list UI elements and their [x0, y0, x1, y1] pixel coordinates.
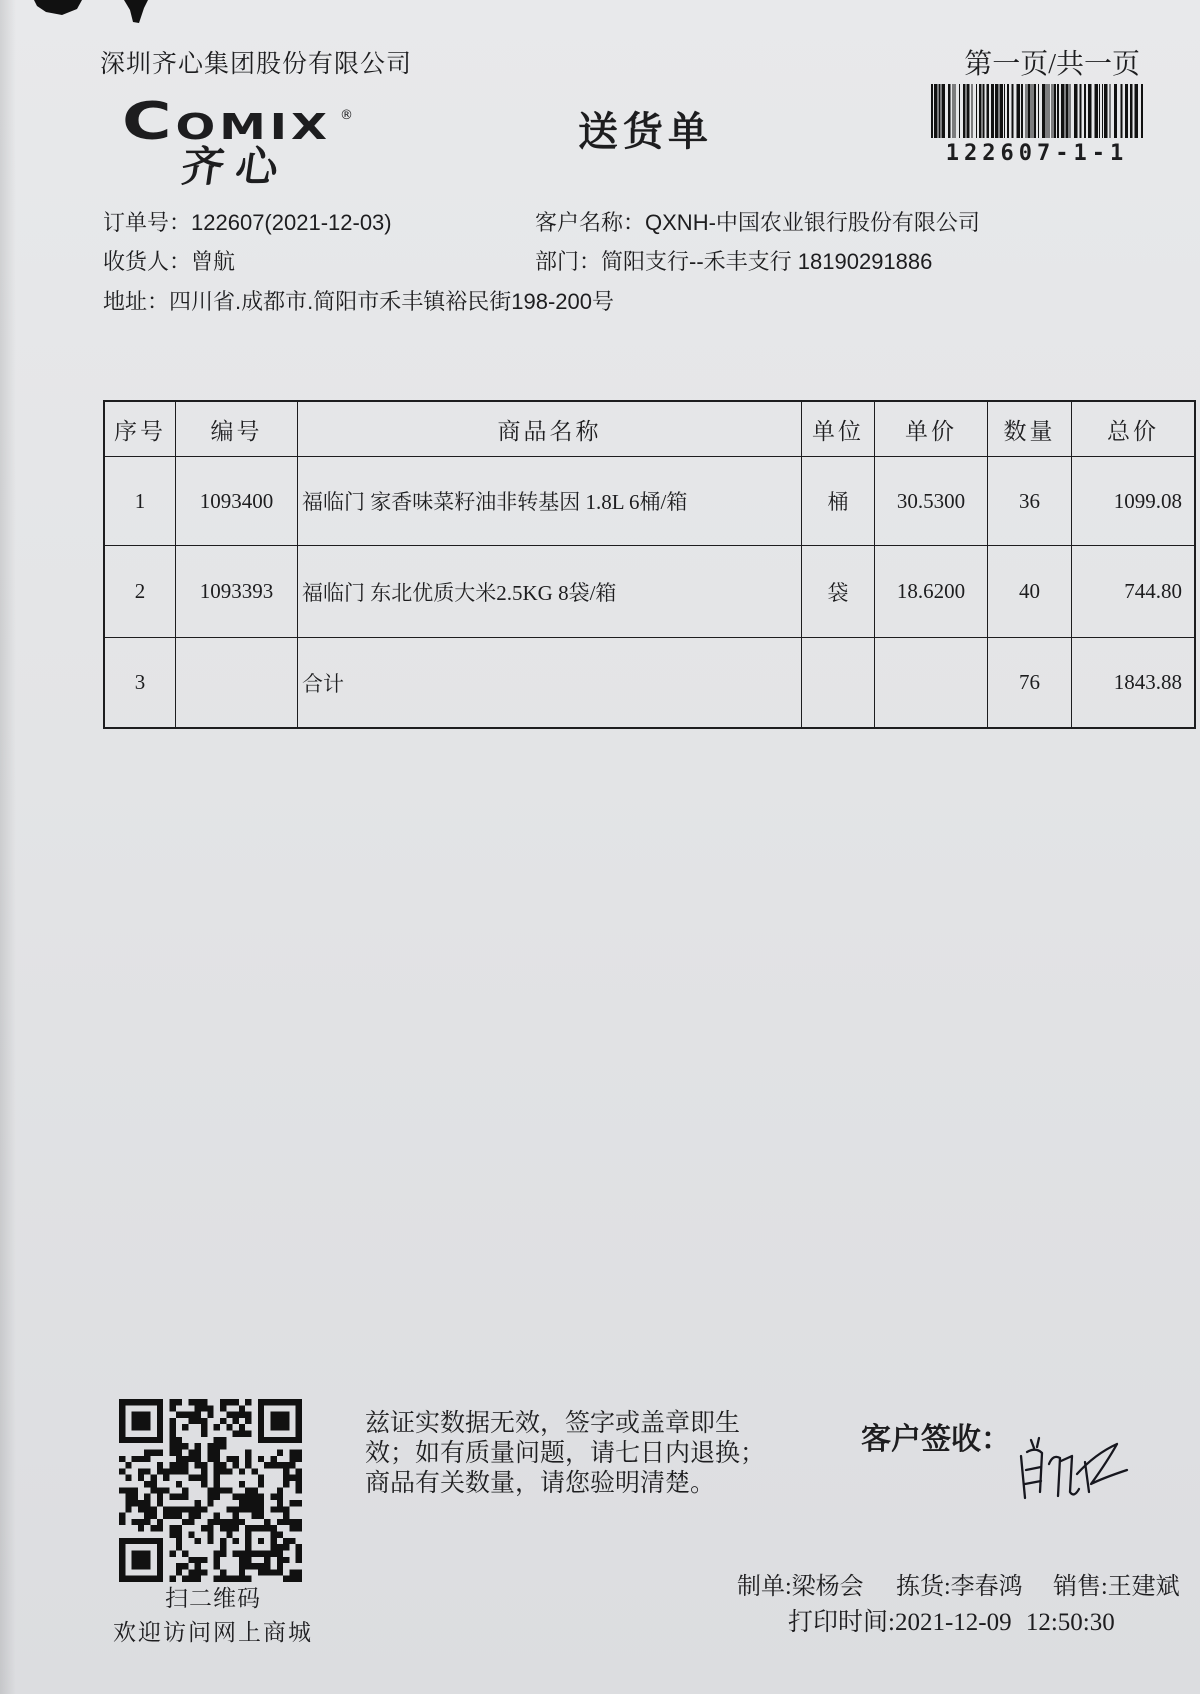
document-title: 送货单 [578, 109, 713, 154]
sales-by-label: 销售: [1053, 1574, 1108, 1600]
page-indicator: 第一页/共一页 [964, 49, 1140, 80]
cell-unit-price: 18.6200 [875, 546, 988, 638]
qr-code-icon [119, 1399, 302, 1582]
column-header-product-name: 商品名称 [298, 401, 802, 457]
cell-seq: 3 [104, 638, 176, 729]
column-header-seq: 序号 [104, 401, 176, 457]
order-number [103, 206, 392, 237]
column-header-code: 编号 [176, 401, 298, 457]
receiver-label: 收货人： [103, 249, 192, 274]
order-number-label: 订单号： [103, 210, 192, 235]
registered-mark: ® [340, 108, 353, 123]
scan-artifact [0, 0, 160, 26]
cell-unit: 桶 [802, 457, 875, 546]
prepared-by-label: 制单: [737, 1574, 792, 1600]
table-row [104, 457, 1195, 546]
signature-strokes [1021, 1438, 1127, 1498]
cell-seq: 2 [104, 546, 176, 638]
scan-blot [34, 0, 82, 15]
handwritten-signature-icon [1015, 1432, 1130, 1507]
print-time [788, 1602, 1115, 1638]
table-row-total [104, 638, 1195, 729]
picked-by-label: 拣货: [896, 1574, 951, 1600]
cell-unit-price: 30.5300 [875, 457, 988, 546]
barcode-icon [931, 84, 1143, 138]
qr-caption-visit: 欢迎访问网上商城 [113, 1620, 313, 1645]
qr-modules [119, 1399, 302, 1582]
department-label: 部门： [535, 249, 602, 274]
address [103, 285, 614, 316]
column-header-unit-price: 单价 [875, 401, 988, 457]
cell-quantity: 76 [988, 638, 1072, 729]
department [535, 245, 932, 276]
cell-total: 1099.08 [1072, 457, 1196, 546]
address-value: 四川省.成都市.简阳市禾丰镇裕民街198-200号 [169, 289, 614, 314]
column-header-quantity: 数量 [988, 401, 1072, 457]
cell-seq: 1 [104, 457, 176, 546]
barcode-bars [931, 84, 1143, 138]
customer-name [535, 206, 980, 237]
cell-total: 1843.88 [1072, 638, 1196, 729]
cell-product-name: 福临门 家香味菜籽油非转基因 1.8L 6桶/箱 [298, 457, 802, 546]
order-number-value: 122607(2021-12-03) [191, 210, 392, 235]
sales-by-name: 王建斌 [1107, 1574, 1180, 1600]
notice-line: 商品有关数量，请您验明清楚。 [365, 1469, 716, 1497]
prepared-by-name: 梁杨会 [791, 1574, 864, 1600]
comix-logo-wordmark: Comix [122, 92, 331, 152]
sales-by [1053, 1566, 1180, 1601]
cell-unit: 袋 [802, 546, 875, 638]
address-label: 地址： [103, 289, 170, 314]
picked-by [896, 1566, 1023, 1601]
items-table [103, 400, 1196, 729]
cell-unit [802, 638, 875, 729]
barcode-number: 122607-1-1 [945, 141, 1129, 166]
scan-blot [124, 0, 148, 23]
customer-name-label: 客户名称： [535, 210, 646, 235]
column-header-unit: 单位 [802, 401, 875, 457]
receiver-value: 曾航 [191, 249, 236, 274]
prepared-by [737, 1566, 864, 1601]
cell-code: 1093393 [176, 546, 298, 638]
cell-unit-price [875, 638, 988, 729]
cell-code: 1093400 [176, 457, 298, 546]
notice-line: 效；如有质量问题，请七日内退换； [365, 1439, 766, 1467]
print-time-value: 2021-12-09 12:50:30 [894, 1609, 1115, 1636]
table-header-row [104, 401, 1195, 457]
receiver [103, 245, 235, 276]
notice-line: 兹证实数据无效，签字或盖章即生 [365, 1409, 741, 1437]
cell-total: 744.80 [1072, 546, 1196, 638]
company-name: 深圳齐心集团股份有限公司 [100, 51, 413, 78]
scan-edge-shadow [0, 0, 16, 1694]
notice-text [365, 1408, 765, 1498]
print-time-label: 打印时间: [788, 1609, 895, 1636]
cell-product-name: 合计 [298, 638, 802, 729]
table-row [104, 546, 1195, 638]
cell-quantity: 36 [988, 457, 1072, 546]
comix-logo-chinese: 齐心 [178, 142, 294, 191]
picked-by-name: 李春鸿 [950, 1574, 1023, 1600]
cell-quantity: 40 [988, 546, 1072, 638]
department-value: 简阳支行--禾丰支行 18190291886 [601, 249, 933, 274]
qr-caption-scan: 扫二维码 [165, 1586, 261, 1611]
cell-code [176, 638, 298, 729]
customer-name-value: QXNH-中国农业银行股份有限公司 [645, 210, 980, 235]
cell-product-name: 福临门 东北优质大米2.5KG 8袋/箱 [298, 546, 802, 638]
customer-signature-label: 客户签收： [861, 1423, 1011, 1456]
column-header-total: 总价 [1072, 401, 1196, 457]
